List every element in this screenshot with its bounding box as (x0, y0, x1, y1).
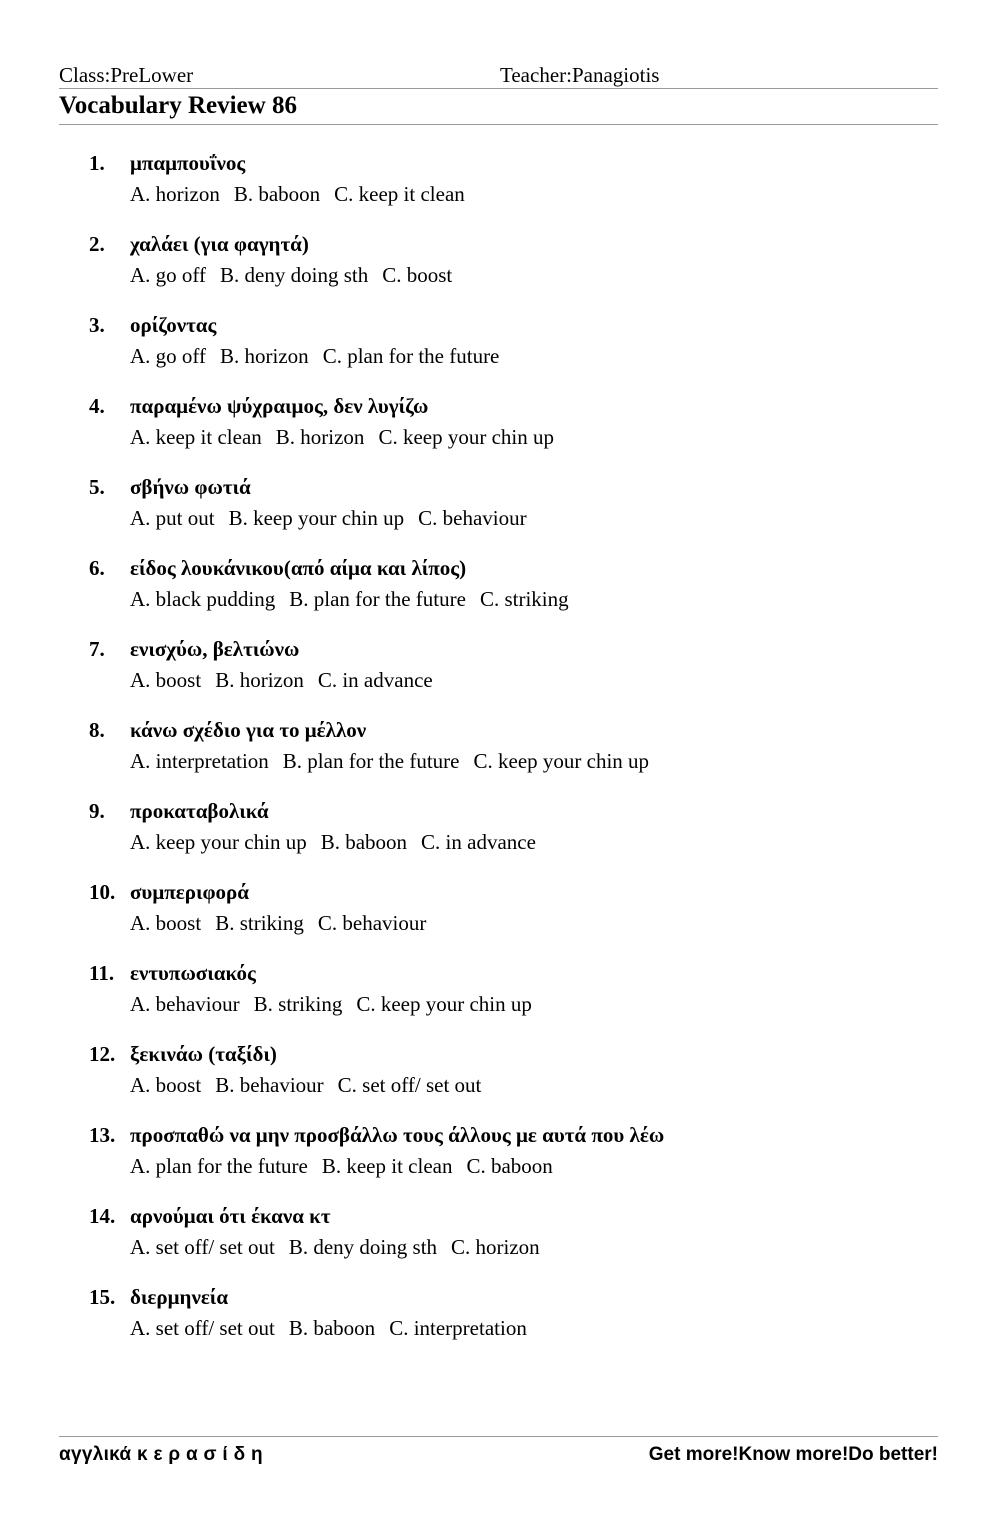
option-a[interactable]: A. keep it clean (130, 425, 262, 449)
option-a[interactable]: A. black pudding (130, 587, 276, 611)
question-number: 8. (89, 718, 105, 742)
class-label: Class:PreLower (59, 63, 194, 87)
option-a[interactable]: A. boost (130, 1073, 202, 1097)
question-item (89, 1120, 949, 1201)
question-prompt: αρνούμαι ότι έκανα κτ (130, 1204, 331, 1228)
option-c[interactable]: C. behaviour (317, 911, 427, 935)
option-b[interactable]: B. baboon (320, 830, 408, 854)
option-c[interactable]: C. horizon (451, 1235, 540, 1259)
option-c[interactable]: C. interpretation (389, 1316, 527, 1340)
option-b[interactable]: B. striking (253, 992, 343, 1016)
question-number: 13. (89, 1123, 116, 1147)
question-item (89, 1201, 949, 1282)
option-c[interactable]: C. keep your chin up (356, 992, 532, 1016)
question-item (89, 1039, 949, 1120)
question-prompt: συμπεριφορά (130, 880, 250, 904)
question-prompt: είδος λουκάνικου(από αίμα και λίπος) (130, 556, 467, 580)
answer-options (130, 260, 466, 290)
option-c[interactable]: C. keep it clean (334, 182, 465, 206)
option-c[interactable]: C. striking (479, 587, 569, 611)
option-c[interactable]: C. plan for the future (322, 344, 500, 368)
question-prompt: σβήνω φωτιά (130, 475, 251, 499)
question-list (89, 148, 949, 1363)
question-number: 10. (89, 880, 116, 904)
header-info-row (59, 62, 938, 88)
question-item (89, 958, 949, 1039)
answer-options (130, 908, 440, 938)
option-b[interactable]: B. keep your chin up (228, 506, 405, 530)
question-item (89, 148, 949, 229)
question-prompt: χαλάει (για φαγητά) (130, 232, 309, 256)
question-number: 14. (89, 1204, 116, 1228)
question-item (89, 229, 949, 310)
option-c[interactable]: C. behaviour (418, 506, 527, 530)
question-prompt: κάνω σχέδιο για το μέλλον (130, 718, 367, 742)
question-item (89, 553, 949, 634)
question-number: 11. (89, 961, 115, 985)
option-a[interactable]: A. interpretation (130, 749, 269, 773)
question-prompt: διερμηνεία (130, 1285, 229, 1309)
question-number: 5. (89, 475, 105, 499)
question-item (89, 472, 949, 553)
question-prompt: προσπαθώ να μην προσβάλλω τους άλλους με αυτά που λέω (130, 1123, 665, 1147)
option-b[interactable]: B. horizon (275, 425, 365, 449)
question-number: 1. (89, 151, 105, 175)
page-title: Vocabulary Review 86 (59, 92, 297, 119)
question-prompt: προκαταβολικά (130, 799, 269, 823)
question-item (89, 877, 949, 958)
option-b[interactable]: B. plan for the future (282, 749, 460, 773)
question-item (89, 391, 949, 472)
question-number: 12. (89, 1042, 116, 1066)
option-a[interactable]: A. plan for the future (130, 1154, 308, 1178)
option-b[interactable]: B. deny doing sth (220, 263, 369, 287)
option-b[interactable]: B. behaviour (215, 1073, 324, 1097)
option-b[interactable]: B. baboon (233, 182, 321, 206)
question-item (89, 310, 949, 391)
answer-options (130, 179, 479, 209)
question-item (89, 1282, 949, 1363)
footer-row (59, 1437, 938, 1473)
question-prompt: παραμένω ψύχραιμος, δεν λυγίζω (130, 394, 429, 418)
option-a[interactable]: A. keep your chin up (130, 830, 307, 854)
option-a[interactable]: A. put out (130, 506, 215, 530)
question-number: 6. (89, 556, 105, 580)
page-footer (59, 1436, 938, 1473)
answer-options (130, 746, 663, 776)
option-c[interactable]: C. baboon (466, 1154, 553, 1178)
answer-options (130, 1070, 495, 1100)
question-number: 2. (89, 232, 105, 256)
question-prompt: ξεκινάω (ταξίδι) (130, 1042, 277, 1066)
option-a[interactable]: A. behaviour (130, 992, 240, 1016)
answer-options (130, 989, 546, 1019)
answer-options (130, 1232, 554, 1262)
question-item (89, 634, 949, 715)
option-c[interactable]: C. boost (382, 263, 453, 287)
page-header (59, 62, 938, 125)
question-prompt: ορίζοντας (130, 313, 217, 337)
option-a[interactable]: A. go off (130, 263, 207, 287)
question-item (89, 796, 949, 877)
footer-brand: αγγλικά κ ε ρ α σ ί δ η (59, 1444, 263, 1465)
option-a[interactable]: A. go off (130, 344, 207, 368)
option-b[interactable]: B. deny doing sth (288, 1235, 438, 1259)
question-prompt: ενισχύω, βελτιώνω (130, 637, 300, 661)
option-c[interactable]: C. keep your chin up (378, 425, 554, 449)
answer-options (130, 827, 550, 857)
option-c[interactable]: C. in advance (421, 830, 536, 854)
answer-options (130, 341, 513, 371)
answer-options (130, 422, 568, 452)
question-prompt: εντυπωσιακός (130, 961, 256, 985)
option-b[interactable]: B. horizon (215, 668, 304, 692)
option-a[interactable]: A. set off/ set out (130, 1235, 275, 1259)
question-number: 4. (89, 394, 105, 418)
option-b[interactable]: B. keep it clean (321, 1154, 453, 1178)
teacher-label: Teacher:Panagiotis (500, 63, 660, 87)
footer-slogan: Get more!Know more!Do better! (648, 1444, 938, 1465)
answer-options (130, 503, 541, 533)
option-a[interactable]: A. horizon (130, 182, 220, 206)
question-number: 7. (89, 637, 105, 661)
question-number: 9. (89, 799, 105, 823)
answer-options (130, 1313, 541, 1343)
option-b[interactable]: B. horizon (220, 344, 309, 368)
option-b[interactable]: B. plan for the future (289, 587, 466, 611)
option-b[interactable]: B. striking (215, 911, 304, 935)
question-item (89, 715, 949, 796)
answer-options (130, 584, 583, 614)
question-number: 15. (89, 1285, 116, 1309)
answer-options (130, 1151, 567, 1181)
option-a[interactable]: A. boost (130, 668, 202, 692)
option-a[interactable]: A. set off/ set out (130, 1316, 275, 1340)
option-a[interactable]: A. boost (130, 911, 202, 935)
answer-options (130, 665, 447, 695)
option-b[interactable]: B. baboon (288, 1316, 376, 1340)
title-divider (59, 124, 938, 125)
option-c[interactable]: C. set off/ set out (337, 1073, 482, 1097)
question-number: 3. (89, 313, 105, 337)
option-c[interactable]: C. in advance (317, 668, 433, 692)
question-prompt: μπαμπουΐνος (130, 151, 246, 175)
option-c[interactable]: C. keep your chin up (473, 749, 650, 773)
